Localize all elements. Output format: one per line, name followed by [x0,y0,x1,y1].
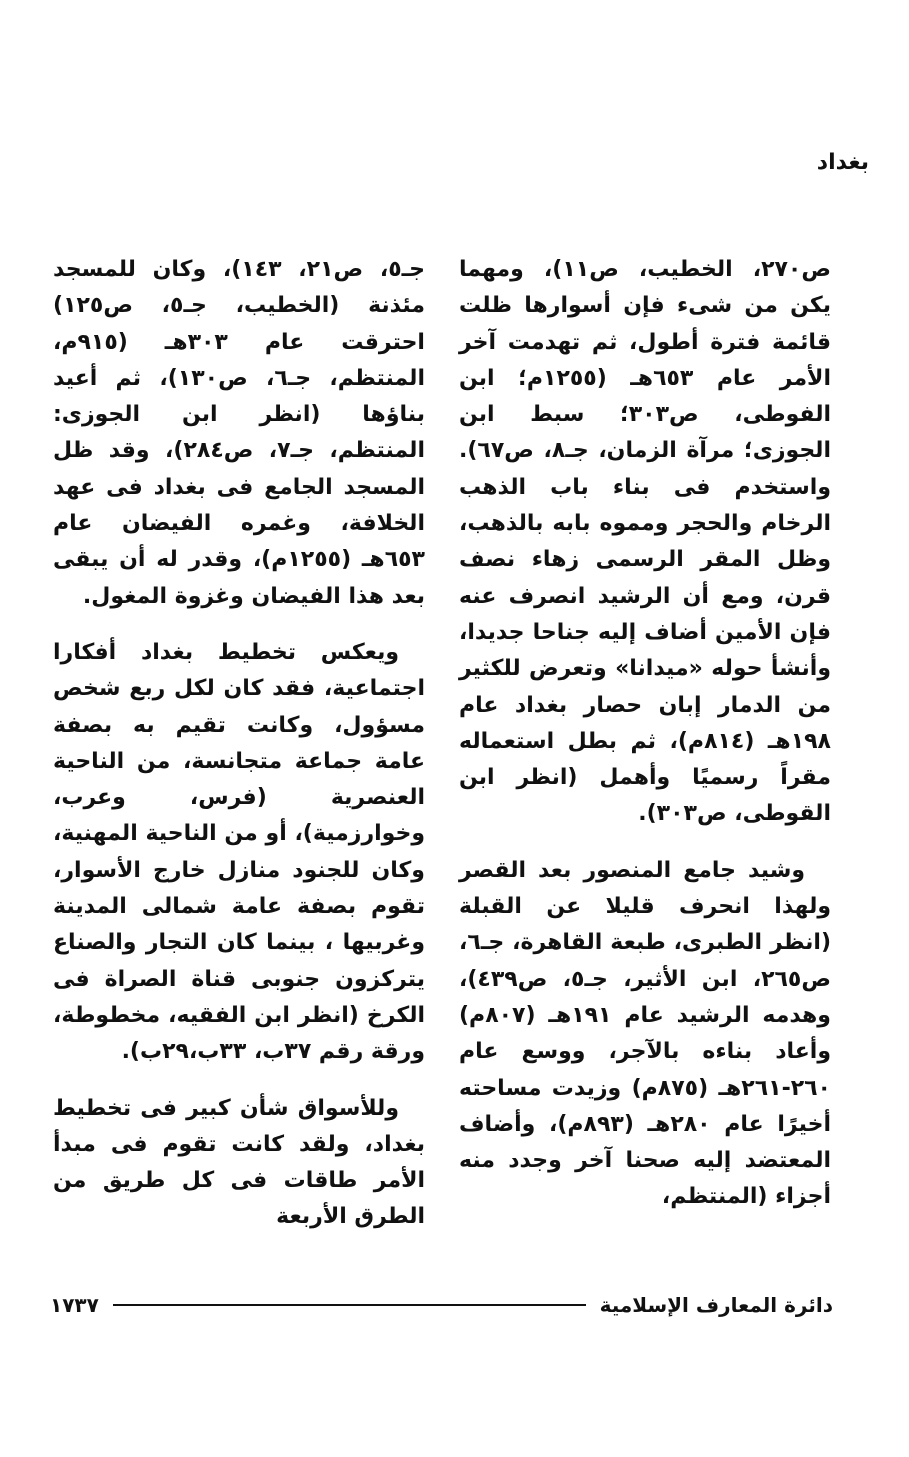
page-footer [50,1293,833,1317]
paragraph: ويعكس تخطيط بغداد أفكارا اجتماعية، فقد كان لكل ربع شخص مسؤول، وكانت تقيم به بصفة عامة جماعة متجانسة، من الناحية العنصرية (فرس، وعرب، وخوارزمية)، أو من الناحية المهنية، وكان للجنود منازل خارج الأسوار، تقوم بصفة عامة شمالى المدينة وغربيها ، بينما كان التجار والصناع يتركزون جنوبى قناة الصراة فى الكرخ (انظر ابن الفقيه، مخطوطة، ورقة رقم ٣٧ب، ٣٣ب،٢٩ب). [53,639,425,1065]
page-number: ١٧٣٧ [50,1293,99,1317]
footer-rule [113,1304,586,1306]
running-head: بغداد [816,150,869,175]
paragraph: ص٢٧٠، الخطيب، ص١١)، ومهما يكن من شىء فإن أسوارها ظلت قائمة فترة أطول، ثم تهدمت آخر الأمر عام ٦٥٣هـ (١٢٥٥م؛ ابن الفوطى، ص٣٠٣؛ سبط ابن الجوزى؛ مرآة الزمان، جـ٨، ص٦٧). واستخدم فى بناء باب الذهب الرخام والحجر ومموه بابه بالذهب، وظل المقر الرسمى زهاء نصف قرن، ومع أن الرشيد انصرف عنه فإن الأمين أضاف إليه جناحا جديدا، وأنشأ حوله «ميدانا» وتعرض للكثير من الدمار إبان حصار بغداد عام ١٩٨هـ (٨١٤م)، ثم بطل استعماله مقراً رسميًا وأهمل (انظر ابن القوطى، ص٣٠٣). [459,257,831,827]
paragraph: جـ٥، ص٢١، ١٤٣)، وكان للمسجد مئذنة (الخطيب، جـ٥، ص١٢٥) احترقت عام ٣٠٣هـ (٩١٥م، المنتظم، جـ٦، ص١٣٠)، ثم أعيد بناؤها (انظر ابن الجوزى: المنتظم، جـ٧، ص٢٨٤)، وقد ظل المسجد الجامع فى بغداد فى عهد الخلافة، وغمره الفيضان عام ٦٥٣هـ (١٢٥٥م)، وقدر له أن يبقى بعد هذا الفيضان وغزوة المغول. [53,257,425,609]
paragraph: وشيد جامع المنصور بعد القصر ولهذا انحرف قليلا عن القبلة (انظر الطبرى، طبعة القاهرة، جـ٦، ص٢٦٥، ابن الأثير، جـ٥، ص٤٣٩)، وهدمه الرشيد عام ١٩١هـ (٨٠٧م) وأعاد بناءه بالآجر، ووسع عام ٢٦٠-٢٦١هـ (٨٧٥م) وزيدت مساحته أخيرًا عام ٢٨٠هـ (٨٩٣م)، وأضاف المعتضد إليه صحنا آخر وجدد منه أجزاء (المنتظم، [459,857,831,1210]
publication-title: دائرة المعارف الإسلامية [599,1293,833,1317]
right-column [459,252,831,1236]
left-column [53,252,425,1256]
paragraph: وللأسواق شأن كبير فى تخطيط بغداد، ولقد كانت تقوم فى مبدأ الأمر طاقات فى كل طريق من الطرق الأربعة [53,1095,425,1230]
